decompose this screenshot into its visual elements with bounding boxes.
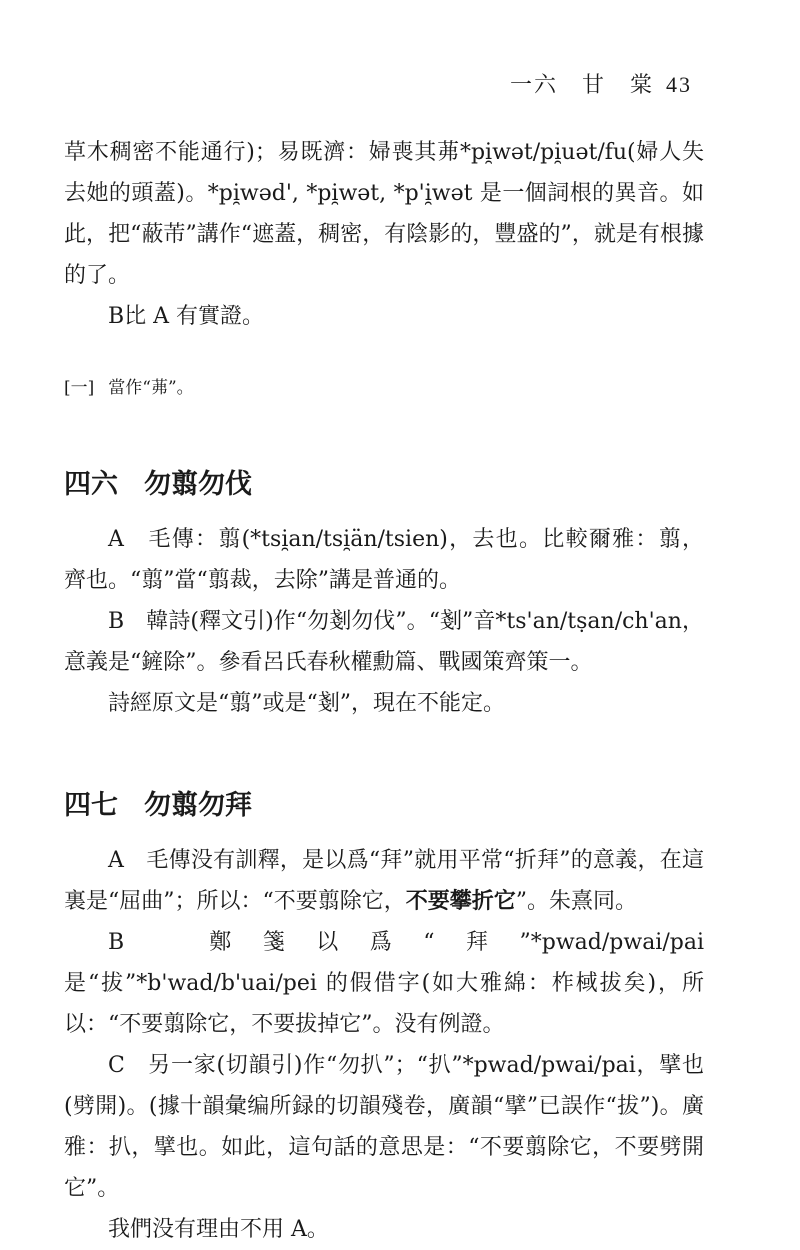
intro-paragraph: 草木稠密不能通行)；易既濟：婦喪其茀*pi̯wət/pi̯uət/fu(婦人失去她的頭蓋)。*pi̯wəd', *pi̯wət, *p'i̯wət 是一個詞根的異音。如此，把“蔽芾”講作“遮蓋，稠密，有陰影的，豐盛的”，就是有根據的了。 bbox=[64, 140, 704, 288]
section-47-para-a-bold: 不要攀折它 bbox=[405, 889, 516, 914]
section-47-para-a bbox=[64, 840, 704, 922]
footnote bbox=[64, 373, 704, 403]
section-47-para-b: B 鄭箋以爲“拜”*pwad/pwai/pai 是“拔”*b'wad/b'uai/pei 的假借字(如大雅綿：柞棫拔矣)，所以：“不要翦除它，不要拔掉它”。没有例證。 bbox=[64, 930, 704, 1037]
section-47-para-a-part1: A 毛傳没有訓釋，是以爲“拜”就用平常“折拜”的意義，在這裏是“屈曲”；所以：“不要翦除它， bbox=[64, 848, 704, 914]
page-body bbox=[64, 132, 704, 1250]
footnote-mark: [一] bbox=[64, 378, 95, 398]
section-47-number: 四七 bbox=[64, 790, 118, 821]
section-46-para-c: 詩經原文是“翦”或是“剗”，現在不能定。 bbox=[108, 691, 505, 716]
running-header bbox=[510, 68, 692, 99]
section-46-para-a: A 毛傳：翦(*tsi̯an/tsi̯än/tsien)，去也。比較爾雅：翦，齊也。“翦”當“翦裁，去除”講是普通的。 bbox=[64, 527, 704, 593]
section-46-title: 勿翦勿伐 bbox=[144, 469, 252, 500]
section-47-para-c: C 另一家(切韻引)作“勿扒”；“扒”*pwad/pwai/pai，擘也(劈開)。(據十韻彙编所録的切韻殘卷，廣韻“擘”已誤作“拔”)。廣雅：扒，擘也。如此，這句話的意思是：“不要翦除它，不要劈開它”。 bbox=[64, 1053, 704, 1201]
section-46-heading bbox=[64, 465, 704, 505]
section-47-para-a-part2: ”。朱熹同。 bbox=[515, 889, 638, 914]
section-47-para-d: 我們没有理由不用 A。 bbox=[108, 1217, 329, 1242]
intro-conclusion: B比 A 有實證。 bbox=[108, 304, 265, 329]
section-46-para-b: B 韓詩(釋文引)作“勿剗勿伐”。“剗”音*ts'an/tṣan/ch'an，意義是“鏟除”。參看呂氏春秋權勳篇、戰國策齊策一。 bbox=[64, 609, 704, 675]
footnote-text: 當作“茀”。 bbox=[108, 378, 194, 398]
section-47-title: 勿翦勿拜 bbox=[144, 790, 252, 821]
running-title: 一六 甘 棠 bbox=[509, 73, 654, 98]
section-46-number: 四六 bbox=[64, 469, 118, 500]
page-number: 43 bbox=[666, 72, 692, 97]
section-47-heading bbox=[64, 786, 704, 826]
